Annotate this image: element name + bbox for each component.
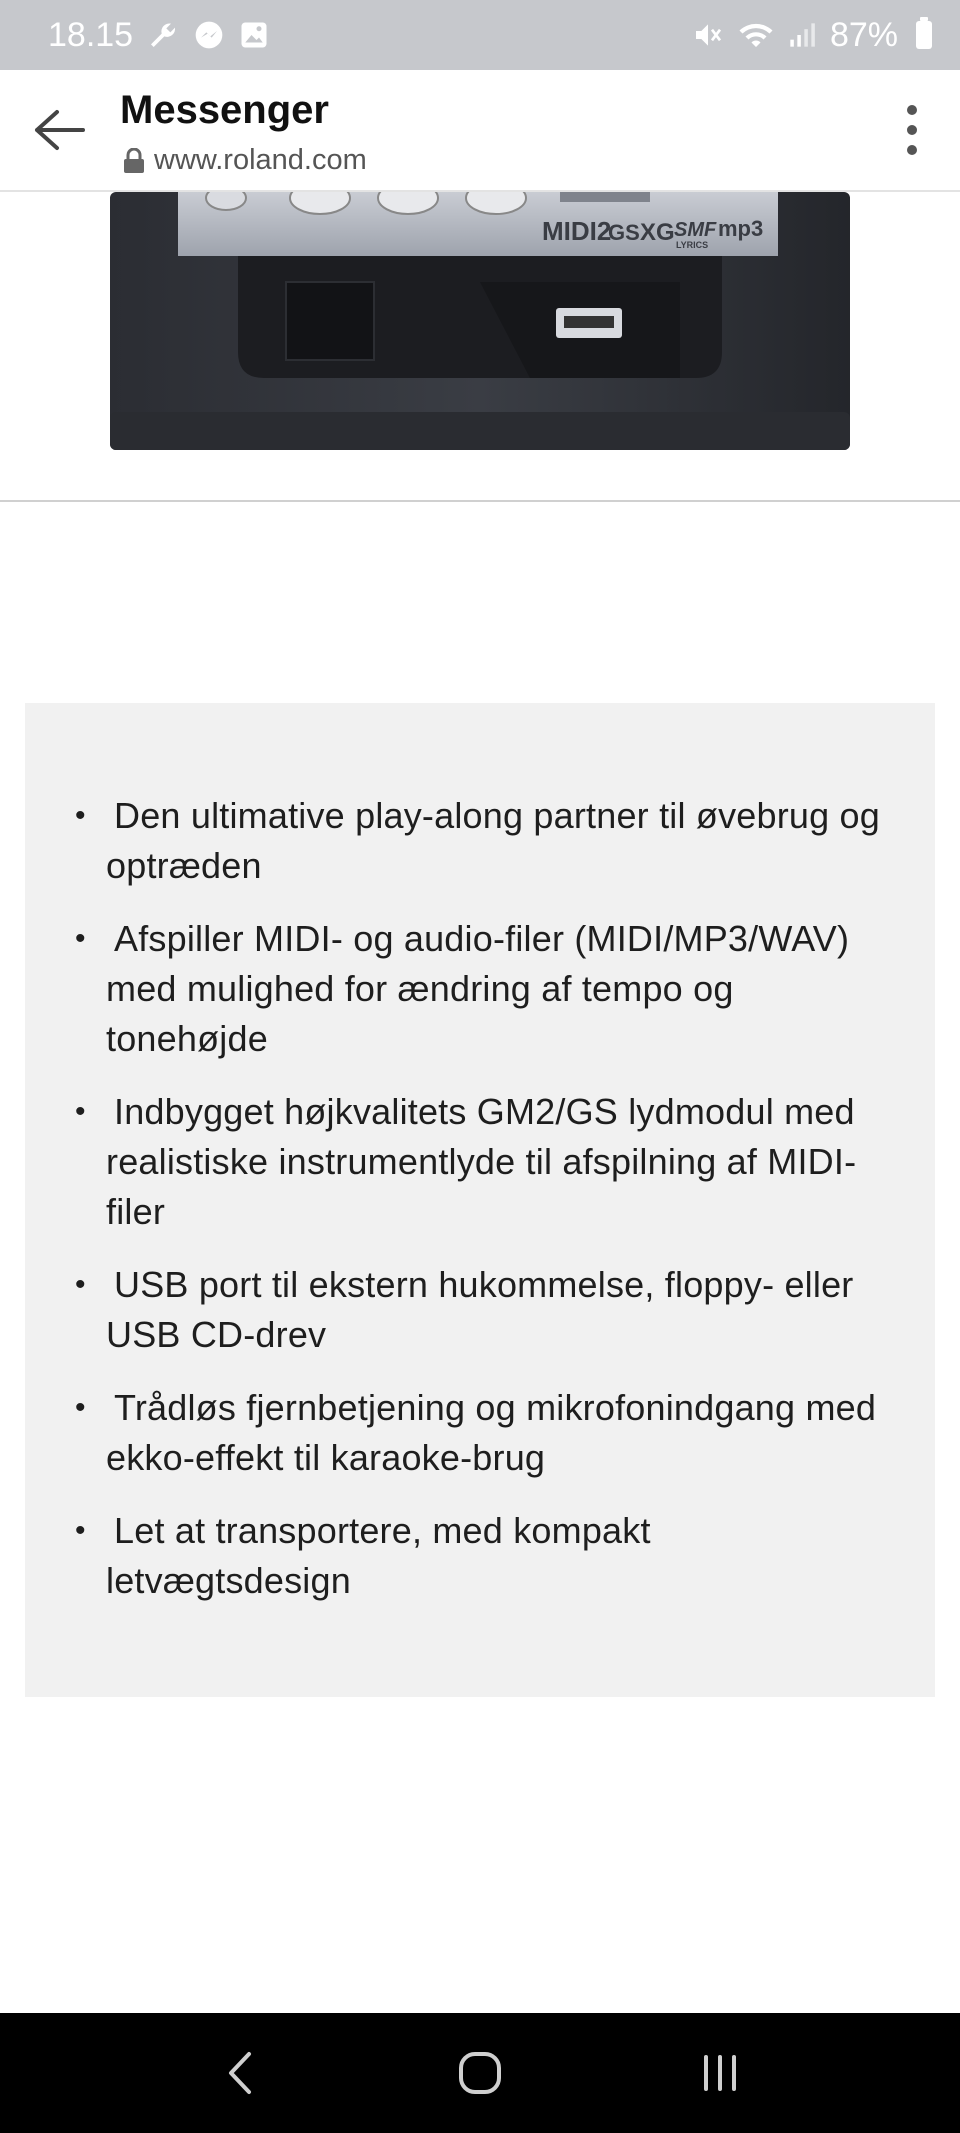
status-time: 18.15 — [48, 15, 134, 54]
feature-list — [75, 791, 895, 1606]
list-item: • Afspiller MIDI- og audio-filer (MIDI/MP3/WAV) med mulighed for ændring af tempo og tonehøjde — [75, 914, 895, 1064]
wrench-icon — [147, 19, 179, 51]
system-nav-bar — [0, 2013, 960, 2133]
more-options-button[interactable] — [892, 100, 932, 160]
back-button[interactable] — [30, 100, 90, 160]
arrow-left-icon — [33, 108, 87, 152]
messenger-icon — [193, 19, 225, 51]
nav-home-button[interactable] — [440, 2033, 520, 2113]
chevron-left-icon — [225, 2050, 255, 2096]
kebab-menu-icon — [906, 104, 918, 156]
recents-icon — [700, 2053, 740, 2093]
url-row — [122, 144, 367, 177]
feature-box — [25, 703, 935, 1697]
bullet-icon: • — [75, 1095, 86, 1128]
nav-recents-button[interactable] — [680, 2033, 760, 2113]
list-item: • USB port til ekstern hukommelse, floppy- eller USB CD-drev — [75, 1260, 895, 1360]
list-item: • Den ultimative play-along partner til øvebrug og optræden — [75, 791, 895, 891]
gallery-icon — [239, 20, 269, 50]
bullet-icon: • — [75, 1514, 86, 1547]
logo-midi2: MIDI2 — [542, 216, 612, 246]
page-title: Messenger — [120, 88, 329, 132]
list-item: • Trådløs fjernbetjening og mikrofonindgang med ekko-effekt til karaoke-brug — [75, 1383, 895, 1483]
logo-xg: XG — [640, 219, 675, 246]
battery-percent: 87% — [829, 15, 898, 54]
bullet-icon: • — [75, 799, 86, 832]
logo-smf: SMF — [674, 219, 717, 241]
bullet-icon: • — [75, 922, 86, 955]
signal-icon — [788, 21, 816, 49]
status-bar — [0, 0, 960, 70]
bullet-icon: • — [75, 1268, 86, 1301]
logo-gs: GS — [608, 220, 640, 245]
lock-icon — [122, 148, 146, 174]
battery-icon — [916, 21, 932, 49]
wifi-icon — [738, 20, 774, 50]
app-bar — [0, 70, 960, 192]
mute-icon — [692, 19, 724, 51]
product-photo — [0, 192, 960, 502]
list-item: • Indbygget højkvalitets GM2/GS lydmodul med realistiske instrumentlyde til afspilning af MIDI-filer — [75, 1087, 895, 1237]
page-url: www.roland.com — [154, 144, 367, 176]
home-icon — [458, 2051, 502, 2095]
product-image — [0, 192, 960, 502]
logo-lyrics: LYRICS — [676, 240, 709, 250]
list-item: • Let at transportere, med kompakt letvægtsdesign — [75, 1506, 895, 1606]
bullet-icon: • — [75, 1391, 86, 1424]
logo-mp3: mp3 — [718, 216, 764, 241]
nav-back-button[interactable] — [200, 2033, 280, 2113]
